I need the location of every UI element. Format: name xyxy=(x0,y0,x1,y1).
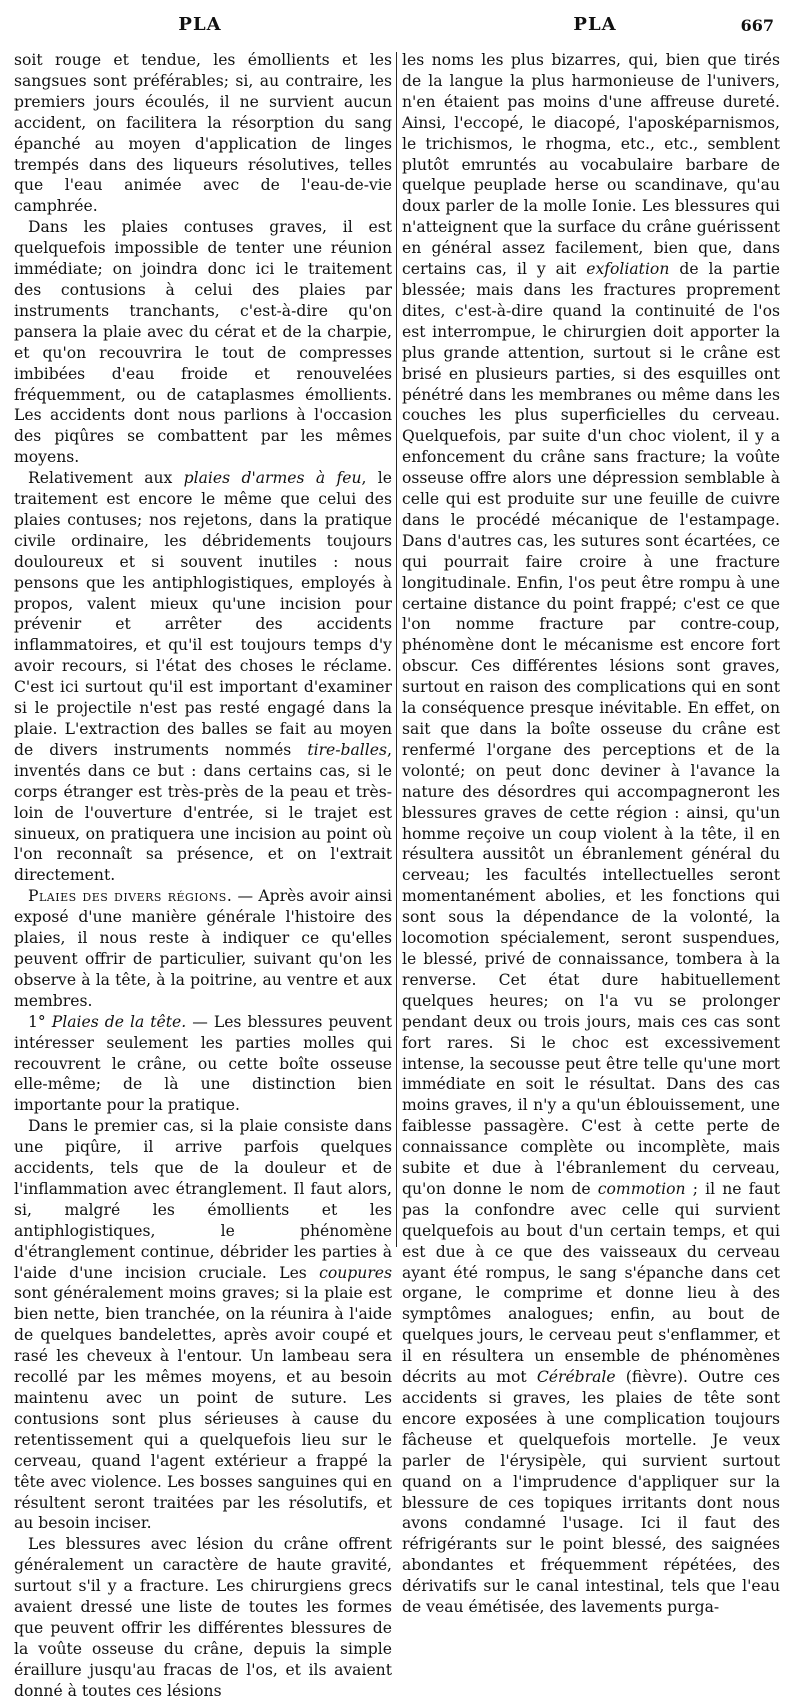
subsection-heading: Plaies de la tête. xyxy=(51,1012,187,1031)
column-divider xyxy=(396,52,397,1247)
italic-term: plaies d'armes à feu xyxy=(183,469,362,488)
paragraph: soit rouge et tendue, les émollients et les sangsues sont préférables; si, au contraire, les premiers jours écoulés, il ne survient aucun accident, on facilitera la résorption du sang épanché au moyen d'application de linges trempés dans des liqueurs résolutives, telles que l'eau animée avec de l'eau-de-vie camphrée. xyxy=(14,51,392,216)
text-run: ; il ne faut pas la confondre avec celle qui survient quelquefois au bout d'un certain temps, et qui est due à ce que des vaisseaux du cerveau ayant été rompus, le sang s'épanche dans cet organe, le comprime et donne lieu à des symptômes analogues; enfin, au bout de quelques jours, le cerveau peut s'enflammer, et il en résultera un ensemble de phénomènes décrits au mot xyxy=(402,1179,780,1387)
text-run: — Après avoir ainsi exposé d'une manière générale l'histoire des plaies, il nous reste à indiquer ce qu'elles peuvent offrir de particulier, suivant qu'on les observe à la tête, à la poitrine, au ventre et aux membres. xyxy=(14,887,392,1010)
section-heading: Plaies des divers régions. xyxy=(28,887,233,906)
paragraph xyxy=(402,50,780,1618)
text-run: , le traitement est encore le même que celui des plaies contuses; nos rejetons, dans la pratique civile ordinaire, les débridements toujours douloureux et si souvent inutiles : nous pensons que les antiphlogistiques, employés à propos, valent mieux qu'une incision pour prévenir et arrêter des accidents inflammatoires, et qu'il est toujours temps d'y avoir recours, si l'état des choses le réclame. C'est ici surtout qu'il est important d'examiner si le projectile n'est pas resté engagé dans la plaie. L'extraction des balles se fait au moyen de divers instruments nommés xyxy=(14,469,392,759)
text-run: Dans le premier cas, si la plaie consiste dans une piqûre, il arrive parfois quelques accidents, tels que de la douleur et de l'inflammation avec étranglement. Il faut alors, si, malgré les émollients et les antiphlogistiques, le phénomène d'étranglement continue, débrider les parties à l'aide d'une incision cruciale. Les xyxy=(14,1117,392,1282)
text-run: de la partie blessée; mais dans les fractures proprement dites, c'est-à-dire quand la continuité de l'os est interrompue, le chirurgien doit apporter la plus grande attention, surtout si le crâne est brisé en plusieurs parties, si des esquilles ont pénétré dans les membranes ou même dans les couches les plus superficielles du cerveau. Quelquefois, par suite d'un choc violent, il y a enfoncement du crâne sans fracture; la voûte osseuse offre alors une dépression semblable à celle qui est produite sur une feuille de cuivre dans le procédé mécanique de l'estampage. Dans d'autres cas, les sutures sont écartées, ce qui pourrait faire croire à une fracture longitudinale. Enfin, l'os peut être rompu à une certaine distance du point frappé; c'est ce que l'on nomme fracture par contre-coup, phénomène dont le mécanisme est encore fort obscur. Ces différentes lésions sont graves, surtout en raison des complications qui en sont la conséquence presque inévitable. En effet, on sait que dans la boîte osseuse du crâne est renfermé l'organe des perceptions et de la volonté; on peut donc deviner à l'avance la nature des désordres qui accompagneront les blessures graves de cette région : ainsi, qu'un homme reçoive un coup violent à la tête, il en résultera aussitôt un ébranlement général du cerveau; les facultés intellectuelles seront momentanément abolies, et les fonctions qui sont sous la dépendance de la volonté, la locomotion spécialement, seront suspendues, le blessé, privé de connaissance, tombera à la renverse. Cet état dure habituellement quelques heures; on l'a vu se prolonger pendant deux ou trois jours, mais ces cas sont fort rares. Si le choc est excessivement intense, la secousse peut être telle qu'une mort immédiate en soit le résultat. Dans des cas moins graves, il n'y a qu'un éblouissement, une faiblesse passagère. C'est à cette perte de connaissance complète ou incomplète, mais subite et due à l'ébranlement du cerveau, qu'on donne le nom de xyxy=(402,260,780,1198)
header-left-word: PLA xyxy=(178,14,222,35)
text-run: Relativement aux xyxy=(28,469,184,488)
text-run: (fièvre). Outre ces accidents si graves, les plaies de tête sont encore exposées à une complication toujours fâcheuse et quelquefois mortelle. Je veux parler de l'érysipèle, qui survient surtout quand on a l'imprudence d'appliquer sur la blessure de ces topiques irritants dont nous avons condamné l'usage. Ici il faut des réfrigérants sur le point blessé, des saignées abondantes et fréquemment répétées, des dérivatifs sur le canal intestinal, tels que l'eau de veau émétisée, des lavements purga- xyxy=(402,1368,780,1617)
text-run: les noms les plus bizarres, qui, bien que tirés de la langue la plus harmonieuse de l'univers, n'en étaient pas moins d'une affreuse dureté. Ainsi, l'eccopé, le diacopé, l'aposképarnismos, le trichismos, le rhogma, etc., etc., semblent plutôt emruntés au vocabulaire barbare de quelque peuplade herse ou scandinave, qu'au doux parler de la molle Ionie. Les blessures qui n'atteignent que la surface du crâne guérissent en général assez facilement, bien que, dans certains cas, il y ait xyxy=(402,51,780,279)
text-run: sont généralement moins graves; si la plaie est bien nette, bien tranchée, on la réunira à l'aide de quelques bandelettes, après avoir coupé et rasé les cheveux à l'entour. Un lambeau sera recollé par les mêmes moyens, et au besoin maintenu avec un point de suture. Les contusions sont plus sérieuses à cause du retentissement qui a quelquefois lieu sur le cerveau, quand l'agent extérieur a frappé la tête avec violence. Les bosses sanguines qui en résultent seront traitées par les résolutifs, et au besoin inciser. xyxy=(14,1284,392,1533)
paragraph xyxy=(14,468,392,886)
italic-term: Cérébrale xyxy=(536,1368,616,1387)
italic-term: coupures xyxy=(319,1263,392,1282)
header-right-word: PLA xyxy=(573,14,617,35)
paragraph: Dans les plaies contuses graves, il est quelquefois impossible de tenter une réunion immédiate; on joindra donc ici le traitement des contusions à celui des plaies par instruments tranchants, c'est-à-dire qu'on pansera la plaie avec du cérat et de la charpie, et qu'on recouvrira le tout de compresses imbibées d'eau froide et renouvelées fréquemment, ou de cataplasmes émollients. Les accidents dont nous parlions à l'occasion des piqûres se combattent par les mêmes moyens. xyxy=(14,218,392,467)
paragraph xyxy=(14,1012,392,1117)
page-number: 667 xyxy=(740,16,774,35)
italic-term: tire-balles xyxy=(307,740,388,759)
italic-term: exfoliation xyxy=(586,260,670,279)
paragraph xyxy=(14,1116,392,1534)
right-column xyxy=(402,50,780,1618)
paragraph: Les blessures avec lésion du crâne offrent généralement un caractère de haute gravité, surtout s'il y a fracture. Les chirurgiens grecs avaient dressé une liste de toutes les formes que peuvent offrir les différentes blessures de la voûte osseuse du crâne, depuis la simple éraillure jusqu'au fracas de l'os, et ils avaient donné à toutes ces lésions xyxy=(14,1535,392,1700)
paragraph xyxy=(14,886,392,1011)
italic-term: commotion xyxy=(597,1179,686,1198)
section-number: 1° xyxy=(28,1012,52,1031)
running-header xyxy=(0,14,800,44)
text-run: , inventés dans ce but : dans certains cas, si le corps étranger est très-près de la peau et très-loin de l'ouverture d'entrée, si le trajet est sinueux, on pratiquera une incision au point où l'on reconnaît sa présence, et on l'extrait directement. xyxy=(14,740,392,885)
left-column xyxy=(14,50,392,1702)
text-run: — Les blessures peuvent intéresser seulement les parties molles qui recouvrent le crâne, ou cette boîte osseuse elle-même; de là une distinction bien importante pour la pratique. xyxy=(14,1012,392,1115)
